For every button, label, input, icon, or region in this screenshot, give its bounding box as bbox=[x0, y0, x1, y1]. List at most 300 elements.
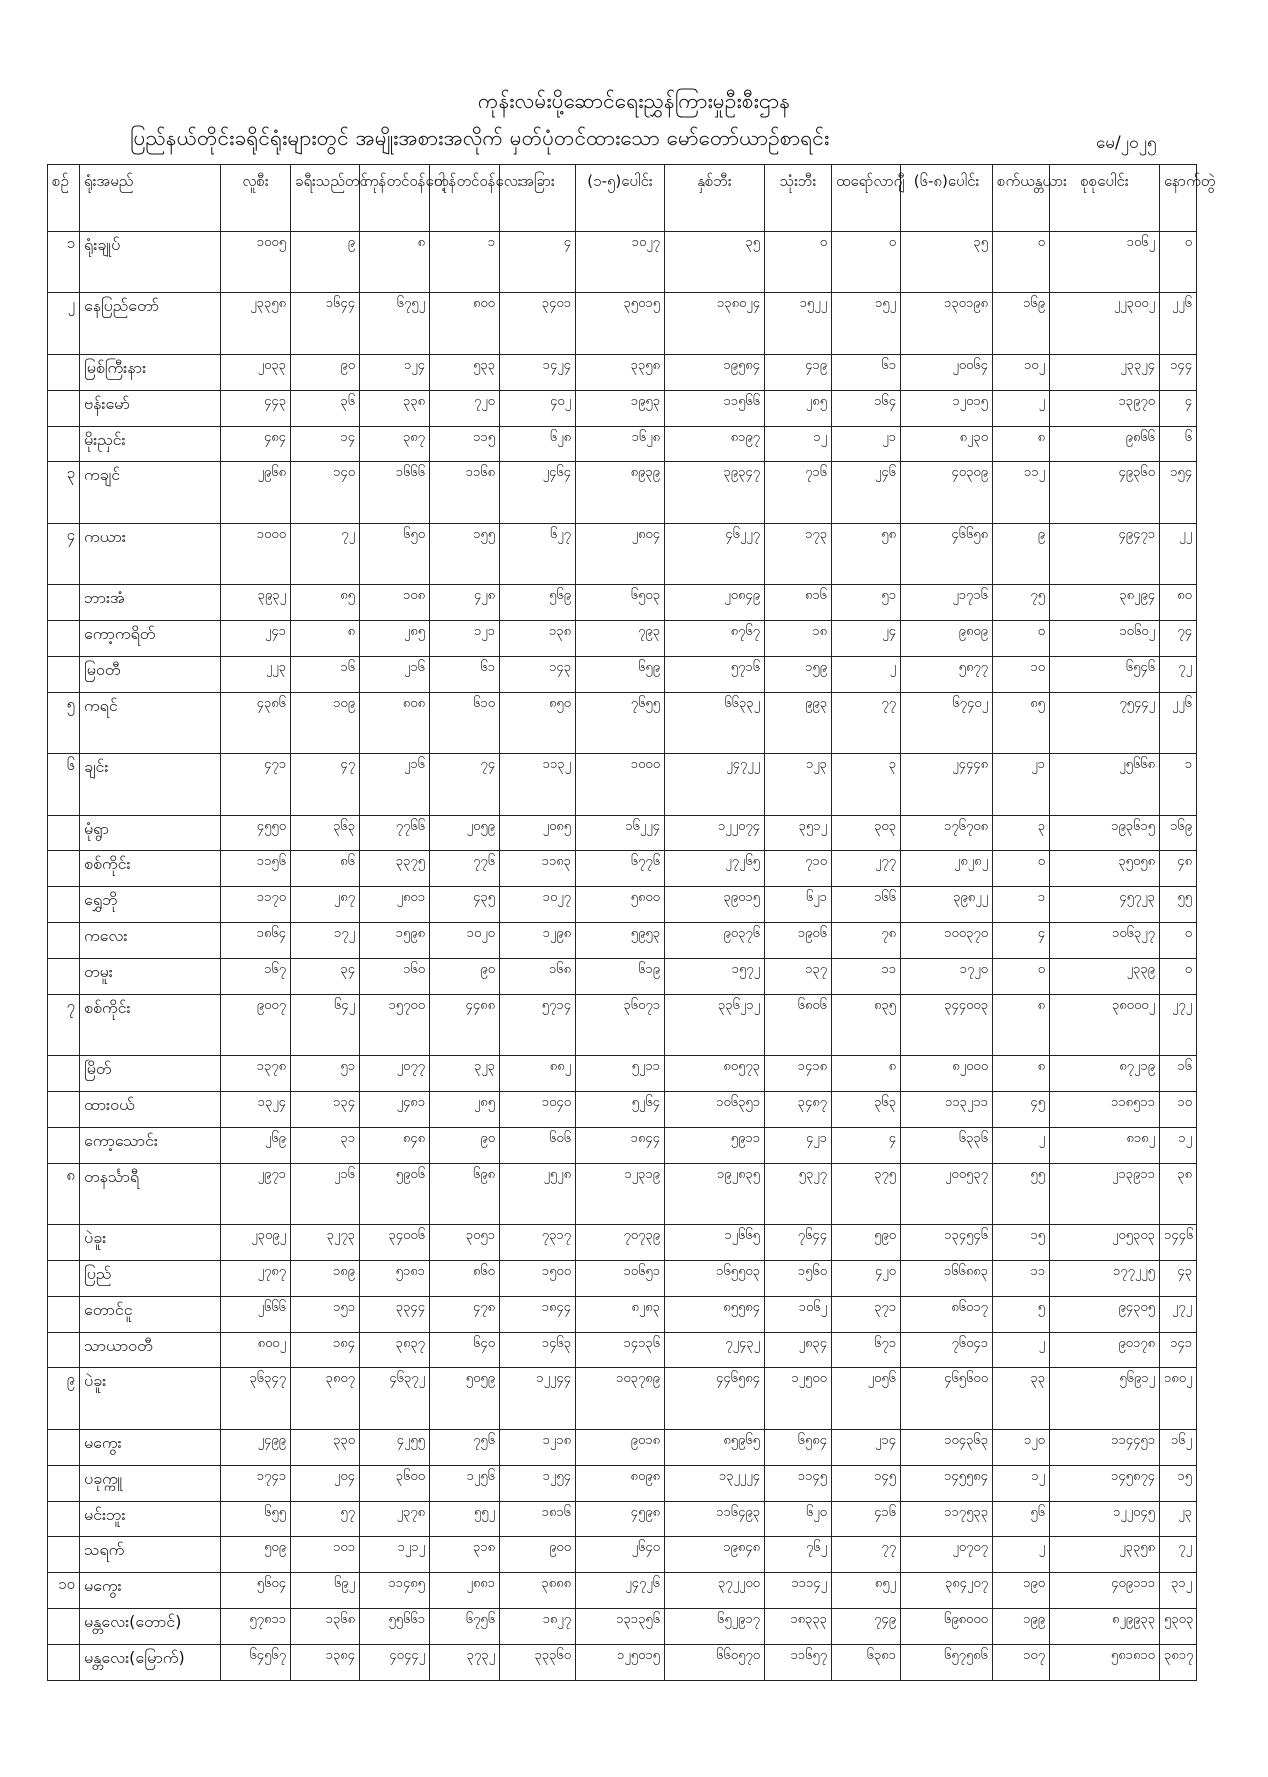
count-cell: ၁၃၂၄ bbox=[221, 1092, 291, 1128]
table-row bbox=[48, 1573, 1197, 1609]
count-cell: ၅၅၂ bbox=[430, 1501, 500, 1537]
count-cell: ၇၁၆ bbox=[765, 462, 832, 523]
count-cell: ၂၀၀၆၄ bbox=[901, 354, 993, 390]
count-cell: ၂ bbox=[993, 1127, 1050, 1163]
count-cell: ၉၀ bbox=[430, 1127, 500, 1163]
count-cell: ၁၆၉ bbox=[1160, 815, 1197, 851]
count-cell: ၅၆ bbox=[993, 1501, 1050, 1537]
count-cell: ၄၉၄၇၁ bbox=[1050, 523, 1160, 584]
count-cell: ၃၈၃၇ bbox=[360, 1332, 430, 1368]
column-header: (၁-၅)ပေါင်း bbox=[576, 165, 665, 232]
count-cell: ၈ bbox=[291, 621, 360, 657]
column-header: ရုံးအမည် bbox=[80, 165, 221, 232]
count-cell: ၁၆၆ bbox=[832, 887, 901, 923]
column-header: စုစုပေါင်း bbox=[1050, 165, 1160, 232]
count-cell: ၁၁၆၅၇ bbox=[765, 1644, 832, 1680]
count-cell: ၇၅၄၄၂ bbox=[1050, 692, 1160, 753]
count-cell: ၁၄၁၈ bbox=[765, 1056, 832, 1092]
table-row bbox=[48, 692, 1197, 753]
count-cell: ၃ bbox=[832, 754, 901, 815]
count-cell: ၃၆ bbox=[291, 390, 360, 426]
count-cell: ၂၁၇၁၆ bbox=[901, 585, 993, 621]
count-cell: ၂၄၇၂၆ bbox=[576, 1573, 665, 1609]
count-cell: ၄၆၂၂၇ bbox=[665, 523, 765, 584]
count-cell: ၈၁၉၇ bbox=[665, 426, 765, 462]
count-cell: ၁၇၄၁ bbox=[221, 1465, 291, 1501]
count-cell: ၂၇၂ bbox=[1160, 1296, 1197, 1332]
count-cell: ၃၈၁၇ bbox=[1160, 1644, 1197, 1680]
row-number-cell: ၃ bbox=[48, 462, 80, 523]
count-cell: ၂၂၆ bbox=[1160, 293, 1197, 354]
count-cell: ၆၆၀၅၇၀ bbox=[665, 1644, 765, 1680]
count-cell: ၁၁၅ bbox=[430, 426, 500, 462]
count-cell: ၃၈၀၀၀၂ bbox=[1050, 994, 1160, 1055]
row-number-cell: ၁၀ bbox=[48, 1573, 80, 1609]
table-row bbox=[48, 851, 1197, 887]
count-cell: ၂၁၆ bbox=[360, 754, 430, 815]
office-name-cell: တောင်ငူ bbox=[80, 1296, 221, 1332]
count-cell: ၇၈ bbox=[832, 923, 901, 959]
count-cell: ၆၁၉ bbox=[576, 958, 665, 994]
count-cell: ၄၆၃၇၂ bbox=[360, 1368, 430, 1429]
count-cell: ၁၂၂၀၄၅ bbox=[1050, 1501, 1160, 1537]
count-cell: ၀ bbox=[1160, 232, 1197, 293]
count-cell: ၁၆၉ bbox=[993, 293, 1050, 354]
table-row bbox=[48, 1296, 1197, 1332]
count-cell: ၇၄ bbox=[430, 754, 500, 815]
count-cell: ၂၃၃၂၄ bbox=[1050, 354, 1160, 390]
count-cell: ၈၅ bbox=[993, 692, 1050, 753]
count-cell: ၂ bbox=[993, 1537, 1050, 1573]
table-row bbox=[48, 1163, 1197, 1224]
count-cell: ၁၂၃၁၉ bbox=[576, 1163, 665, 1224]
count-cell: ၁၆၆၈၈၃ bbox=[901, 1260, 993, 1296]
row-number-cell bbox=[48, 1537, 80, 1573]
count-cell: ၁၂၀ bbox=[993, 1429, 1050, 1465]
count-cell: ၈၂၃၀ bbox=[901, 426, 993, 462]
office-name-cell: ကလေး bbox=[80, 923, 221, 959]
count-cell: ၃၃၇၅ bbox=[360, 851, 430, 887]
count-cell: ၈၀၉၈ bbox=[576, 1465, 665, 1501]
count-cell: ၈ bbox=[360, 232, 430, 293]
count-cell: ၅၇၈၁၁ bbox=[221, 1608, 291, 1644]
document-title: ကုန်းလမ်းပို့ဆောင်ရေးညွှန်ကြားမှုဦးစီးဌာန bbox=[477, 89, 791, 113]
count-cell: ၁၆၆၆ bbox=[360, 462, 430, 523]
row-number-cell bbox=[48, 1127, 80, 1163]
office-name-cell: မြစ်ကြီးနား bbox=[80, 354, 221, 390]
row-number-cell bbox=[48, 1296, 80, 1332]
count-cell: ၈၅၅၈၄ bbox=[665, 1296, 765, 1332]
count-cell: ၁၂၁ bbox=[430, 621, 500, 657]
count-cell: ၈၀၅၇၃ bbox=[665, 1056, 765, 1092]
office-name-cell: ပခုက္ကူ bbox=[80, 1465, 221, 1501]
count-cell: ၆၃၈၁ bbox=[832, 1644, 901, 1680]
table-row bbox=[48, 887, 1197, 923]
count-cell: ၂၈၅ bbox=[360, 621, 430, 657]
count-cell: ၂၈၅ bbox=[765, 390, 832, 426]
row-number-cell bbox=[48, 887, 80, 923]
count-cell: ၂၄၈၁ bbox=[360, 1092, 430, 1128]
count-cell: ၂၄၉၉ bbox=[221, 1429, 291, 1465]
count-cell: ၅၈၁၈၁၀ bbox=[1050, 1644, 1160, 1680]
count-cell: ၄၉၃၆၀ bbox=[1050, 462, 1160, 523]
count-cell: ၆၅၇၅၈၆ bbox=[901, 1644, 993, 1680]
count-cell: ၆၇၇၆ bbox=[576, 851, 665, 887]
count-cell: ၁၅၉ bbox=[765, 656, 832, 692]
count-cell: ၁၇၇၂၂၅ bbox=[1050, 1260, 1160, 1296]
count-cell: ၉၀ bbox=[430, 958, 500, 994]
count-cell: ၁၄၀ bbox=[291, 462, 360, 523]
count-cell: ၁၃၇၈ bbox=[221, 1056, 291, 1092]
count-cell: ၁၇၃ bbox=[765, 523, 832, 584]
count-cell: ၅၃၂၇ bbox=[765, 1163, 832, 1224]
office-name-cell: နေပြည်တော် bbox=[80, 293, 221, 354]
count-cell: ၈၇၂၁၉ bbox=[1050, 1056, 1160, 1092]
office-name-cell: ပဲခူး bbox=[80, 1225, 221, 1261]
count-cell: ၁၀၁ bbox=[291, 1537, 360, 1573]
count-cell: ၁၆၄ bbox=[832, 390, 901, 426]
count-cell: ၈၅ bbox=[291, 585, 360, 621]
office-name-cell: ကချင် bbox=[80, 462, 221, 523]
count-cell: ၄၃၅ bbox=[430, 887, 500, 923]
count-cell: ၆၇၅၆ bbox=[430, 1608, 500, 1644]
count-cell: ၁၄၅၈၇၄ bbox=[1050, 1465, 1160, 1501]
document-subtitle: ပြည်နယ်တိုင်းခရိုင်ရုံးများတွင် အမျိုးအစားအလိုက် မှတ်ပုံတင်ထားသော မော်တော်ယာဉ်စာရင်း bbox=[130, 126, 830, 150]
office-name-cell: သာယာဝတီ bbox=[80, 1332, 221, 1368]
count-cell: ၁၆ bbox=[1160, 1056, 1197, 1092]
count-cell: ၁၀၆၀၂ bbox=[1050, 621, 1160, 657]
count-cell: ၁၁၃၂ bbox=[500, 754, 576, 815]
count-cell: ၁၄၂၄ bbox=[500, 354, 576, 390]
count-cell: ၂၇၈၇ bbox=[221, 1260, 291, 1296]
count-cell: ၀ bbox=[832, 232, 901, 293]
count-cell: ၅၁ bbox=[832, 585, 901, 621]
count-cell: ၅၈၇၇ bbox=[901, 656, 993, 692]
count-cell: ၂၅၂၈ bbox=[500, 1163, 576, 1224]
count-cell: ၁၉၂၈၃၅ bbox=[665, 1163, 765, 1224]
count-cell: ၈ bbox=[993, 994, 1050, 1055]
count-cell: ၁၈၃၃၃ bbox=[765, 1608, 832, 1644]
count-cell: ၆၉၈ bbox=[430, 1163, 500, 1224]
count-cell: ၁၅၇၀၀ bbox=[360, 994, 430, 1055]
count-cell: ၅၇၁၆ bbox=[665, 656, 765, 692]
table-row bbox=[48, 1644, 1197, 1680]
count-cell: ၁၂၅၆ bbox=[430, 1465, 500, 1501]
count-cell: ၂ bbox=[993, 390, 1050, 426]
office-name-cell: ပဲခူး bbox=[80, 1368, 221, 1429]
table-row bbox=[48, 1368, 1197, 1429]
count-cell: ၁၀ bbox=[1160, 1092, 1197, 1128]
table-row bbox=[48, 958, 1197, 994]
count-cell: ၂၈၅ bbox=[430, 1092, 500, 1128]
count-cell: ၅၃၃ bbox=[430, 354, 500, 390]
office-name-cell: ပြည် bbox=[80, 1260, 221, 1296]
count-cell: ၂၃ bbox=[1160, 1501, 1197, 1537]
count-cell: ၂၀၅၉ bbox=[430, 815, 500, 851]
count-cell: ၁၅၉၈ bbox=[360, 923, 430, 959]
count-cell: ၁၅၂ bbox=[832, 293, 901, 354]
count-cell: ၁၉၉ bbox=[993, 1608, 1050, 1644]
count-cell: ၁၂၂၀၇၄ bbox=[665, 815, 765, 851]
office-name-cell: ကော့သောင်း bbox=[80, 1127, 221, 1163]
count-cell: ၅၆၀၄ bbox=[221, 1573, 291, 1609]
count-cell: ၁၃၁၃၅၆ bbox=[576, 1608, 665, 1644]
office-name-cell: မင်းဘူး bbox=[80, 1501, 221, 1537]
count-cell: ၃၄၈၇ bbox=[765, 1092, 832, 1128]
count-cell: ၂၄ bbox=[832, 621, 901, 657]
office-name-cell: တနင်္သာရီ bbox=[80, 1163, 221, 1224]
office-name-cell: ကရင် bbox=[80, 692, 221, 753]
count-cell: ၂၈၃၄ bbox=[765, 1332, 832, 1368]
count-cell: ၂၀၀၅၃၇ bbox=[901, 1163, 993, 1224]
column-header: စဉ် bbox=[48, 165, 80, 232]
count-cell: ၄၇၁ bbox=[221, 754, 291, 815]
count-cell: ၁၇၂ bbox=[291, 923, 360, 959]
office-name-cell: ဘားအံ bbox=[80, 585, 221, 621]
count-cell: ၂၈၀၁ bbox=[360, 887, 430, 923]
count-cell: ၁၅၄ bbox=[1160, 462, 1197, 523]
count-cell: ၁၂၀၁၅ bbox=[901, 390, 993, 426]
count-cell: ၁၂ bbox=[993, 1465, 1050, 1501]
office-name-cell: ဗန်းမော် bbox=[80, 390, 221, 426]
count-cell: ၁၅၀၀ bbox=[500, 1260, 576, 1296]
office-name-cell: မန္တလေး(မြောက်) bbox=[80, 1644, 221, 1680]
count-cell: ၆၂၀ bbox=[765, 1501, 832, 1537]
count-cell: ၇၅ bbox=[993, 585, 1050, 621]
count-cell: ၁၃၂၂၂၄ bbox=[665, 1465, 765, 1501]
table-row bbox=[48, 1225, 1197, 1261]
count-cell: ၄၀၃၀၉ bbox=[901, 462, 993, 523]
row-number-cell: ၄ bbox=[48, 523, 80, 584]
count-cell: ၆၁၀ bbox=[430, 692, 500, 753]
count-cell: ၆၈၀၆ bbox=[765, 994, 832, 1055]
count-cell: ၄ bbox=[500, 232, 576, 293]
count-cell: ၁၀၀၀ bbox=[576, 754, 665, 815]
table-row bbox=[48, 1465, 1197, 1501]
row-number-cell bbox=[48, 1429, 80, 1465]
count-cell: ၂၂၃၀၀၂ bbox=[1050, 293, 1160, 354]
count-cell: ၄၂၁ bbox=[765, 1127, 832, 1163]
office-name-cell: ကယား bbox=[80, 523, 221, 584]
count-cell: ၆၁ bbox=[832, 354, 901, 390]
count-cell: ၅၇ bbox=[291, 1501, 360, 1537]
count-cell: ၁၅ bbox=[1160, 1465, 1197, 1501]
count-cell: ၂၀၅၃၀၃ bbox=[1050, 1225, 1160, 1261]
count-cell: ၃၀၅၁ bbox=[430, 1225, 500, 1261]
count-cell: ၁၀၀၅ bbox=[221, 232, 291, 293]
count-cell: ၂၆၄၀ bbox=[576, 1537, 665, 1573]
count-cell: ၁၂၃ bbox=[765, 754, 832, 815]
count-cell: ၂၄၁ bbox=[221, 621, 291, 657]
row-number-cell bbox=[48, 1644, 80, 1680]
count-cell: ၃၃၃၆၀ bbox=[500, 1644, 576, 1680]
count-cell: ၂၃၀၉၂ bbox=[221, 1225, 291, 1261]
office-name-cell: တမူး bbox=[80, 958, 221, 994]
count-cell: ၁၂၆၆၅ bbox=[665, 1225, 765, 1261]
count-cell: ၂၀၇၇ bbox=[360, 1056, 430, 1092]
count-cell: ၁၆၈ bbox=[500, 958, 576, 994]
count-cell: ၈၆ bbox=[291, 851, 360, 887]
count-cell: ၄ bbox=[993, 923, 1050, 959]
count-cell: ၁၅၁ bbox=[291, 1296, 360, 1332]
count-cell: ၈၅၀ bbox=[500, 692, 576, 753]
count-cell: ၆ bbox=[1160, 426, 1197, 462]
count-cell: ၂၁၆ bbox=[360, 656, 430, 692]
count-cell: ၄၀၂ bbox=[500, 390, 576, 426]
office-name-cell: ထားဝယ် bbox=[80, 1092, 221, 1128]
count-cell: ၆၉၈၀၀၀ bbox=[901, 1608, 993, 1644]
count-cell: ၃၃၄၄ bbox=[360, 1296, 430, 1332]
office-name-cell: မကွေး bbox=[80, 1573, 221, 1609]
row-number-cell bbox=[48, 1501, 80, 1537]
row-number-cell bbox=[48, 426, 80, 462]
table-row bbox=[48, 923, 1197, 959]
count-cell: ၇၆၄၄ bbox=[765, 1225, 832, 1261]
count-cell: ၇၀၇၃၉ bbox=[576, 1225, 665, 1261]
count-cell: ၁၂ bbox=[1160, 1127, 1197, 1163]
count-cell: ၈ bbox=[832, 1056, 901, 1092]
count-cell: ၁၃၆၈ bbox=[291, 1608, 360, 1644]
row-number-cell: ၆ bbox=[48, 754, 80, 815]
count-cell: ၁၈၄၄ bbox=[576, 1127, 665, 1163]
count-cell: ၁၁၄၅ bbox=[765, 1465, 832, 1501]
count-cell: ၄၁၉ bbox=[765, 354, 832, 390]
count-cell: ၆၂၇ bbox=[500, 523, 576, 584]
table-row bbox=[48, 1260, 1197, 1296]
count-cell: ၅၀၅၉ bbox=[430, 1368, 500, 1429]
count-cell: ၄၇၈ bbox=[430, 1296, 500, 1332]
count-cell: ၉၄၃၀၅ bbox=[1050, 1296, 1160, 1332]
count-cell: ၁၁၆၄၉၃ bbox=[665, 1501, 765, 1537]
count-cell: ၄၀၉၁၁၁ bbox=[1050, 1573, 1160, 1609]
count-cell: ၅၁၈၁ bbox=[360, 1260, 430, 1296]
count-cell: ၃၃၀ bbox=[291, 1429, 360, 1465]
count-cell: ၁၄၆၃ bbox=[500, 1332, 576, 1368]
count-cell: ၁၈၆၄ bbox=[221, 923, 291, 959]
count-cell: ၁၀၆၃၅၁ bbox=[665, 1092, 765, 1128]
count-cell: ၁၉၈၄၈ bbox=[665, 1537, 765, 1573]
count-cell: ၈၁၆ bbox=[765, 585, 832, 621]
row-number-cell bbox=[48, 1465, 80, 1501]
count-cell: ၁၂ bbox=[765, 426, 832, 462]
count-cell: ၇၂ bbox=[291, 523, 360, 584]
office-name-cell: မုံရွာ bbox=[80, 815, 221, 851]
count-cell: ၄၆၆၅၈ bbox=[901, 523, 993, 584]
count-cell: ၁၁၈၃ bbox=[500, 851, 576, 887]
count-cell: ၇၆၅၅ bbox=[576, 692, 665, 753]
count-cell: ၁၀၆၂ bbox=[1050, 232, 1160, 293]
count-cell: ၁၄၁ bbox=[1160, 1332, 1197, 1368]
count-cell: ၃ bbox=[993, 815, 1050, 851]
count-cell: ၂၄၇၂၂ bbox=[665, 754, 765, 815]
count-cell: ၆၅၅ bbox=[221, 1501, 291, 1537]
column-header: နောက်တွဲ bbox=[1160, 165, 1197, 232]
count-cell: ၃၇၁ bbox=[832, 1296, 901, 1332]
count-cell: ၆၂၁ bbox=[765, 887, 832, 923]
table-row bbox=[48, 293, 1197, 354]
count-cell: ၀ bbox=[993, 621, 1050, 657]
count-cell: ၃၄၀၀၆ bbox=[360, 1225, 430, 1261]
count-cell: ၂၈၈၁ bbox=[430, 1573, 500, 1609]
count-cell: ၁၆၂၈ bbox=[576, 426, 665, 462]
row-number-cell: ၂ bbox=[48, 293, 80, 354]
count-cell: ၆၄၀ bbox=[430, 1332, 500, 1368]
count-cell: ၅၁ bbox=[291, 1056, 360, 1092]
count-cell: ၃၁၂ bbox=[1160, 1573, 1197, 1609]
count-cell: ၇၂၄၃၂ bbox=[665, 1332, 765, 1368]
count-cell: ၂၁ bbox=[832, 426, 901, 462]
count-cell: ၇၂ bbox=[1160, 656, 1197, 692]
count-cell: ၃၈၂၉၄ bbox=[1050, 585, 1160, 621]
office-name-cell: သရက် bbox=[80, 1537, 221, 1573]
count-cell: ၅၅ bbox=[1160, 887, 1197, 923]
count-cell: ၁၁ bbox=[832, 958, 901, 994]
count-cell: ၆၇၁ bbox=[832, 1332, 901, 1368]
count-cell: ၀ bbox=[1160, 923, 1197, 959]
count-cell: ၅၅ bbox=[993, 1163, 1050, 1224]
count-cell: ၁၉၅၃ bbox=[576, 390, 665, 426]
count-cell: ၄၅၅၀ bbox=[221, 815, 291, 851]
count-cell: ၁၅၇၂ bbox=[665, 958, 765, 994]
row-number-cell bbox=[48, 923, 80, 959]
count-cell: ၃၈၀၇ bbox=[291, 1368, 360, 1429]
count-cell: ၈၂၉၉၃၃ bbox=[1050, 1608, 1160, 1644]
count-cell: ၅၂၆၄ bbox=[576, 1092, 665, 1128]
count-cell: ၅ bbox=[993, 1296, 1050, 1332]
count-cell: ၂၃၃၅၈ bbox=[1050, 1537, 1160, 1573]
row-number-cell: ၇ bbox=[48, 994, 80, 1055]
count-cell: ၁၆၇ bbox=[221, 958, 291, 994]
count-cell: ၈၁၈၂ bbox=[1050, 1127, 1160, 1163]
count-cell: ၄၈၄ bbox=[221, 426, 291, 462]
count-cell: ၃၄ bbox=[291, 958, 360, 994]
count-cell: ၉၀၃၇၆ bbox=[665, 923, 765, 959]
column-header: အခြား bbox=[500, 165, 576, 232]
count-cell: ၀ bbox=[993, 232, 1050, 293]
count-cell: ၆၆၃၃၂ bbox=[665, 692, 765, 753]
table-row bbox=[48, 1429, 1197, 1465]
count-cell: ၁၁၄၈၅ bbox=[360, 1573, 430, 1609]
count-cell: ၁၀၆၂ bbox=[765, 1296, 832, 1332]
count-cell: ၈၂၀၀၀ bbox=[901, 1056, 993, 1092]
count-cell: ၆၇၄၀၂ bbox=[901, 692, 993, 753]
count-cell: ၉၈၀၉ bbox=[901, 621, 993, 657]
count-cell: ၁၈၄၄ bbox=[500, 1296, 576, 1332]
count-cell: ၁၂၅၄ bbox=[500, 1465, 576, 1501]
count-cell: ၇၂၀ bbox=[430, 390, 500, 426]
count-cell: ၁၁၃၂၁၁ bbox=[901, 1092, 993, 1128]
count-cell: ၅၀၉ bbox=[221, 1537, 291, 1573]
count-cell: ၉၀ bbox=[291, 354, 360, 390]
office-name-cell: မြဝတီ bbox=[80, 656, 221, 692]
table-row bbox=[48, 1127, 1197, 1163]
count-cell: ၈၀၀၂ bbox=[221, 1332, 291, 1368]
count-cell: ၈၀၀ bbox=[430, 293, 500, 354]
count-cell: ၁၅၂၂ bbox=[765, 293, 832, 354]
row-number-cell: ၈ bbox=[48, 1163, 80, 1224]
count-cell: ၃၈၄၂၀၇ bbox=[901, 1573, 993, 1609]
column-header: လူစီး bbox=[221, 165, 291, 232]
count-cell: ၃၉၃၄၇ bbox=[665, 462, 765, 523]
count-cell: ၅၃၀၃ bbox=[1160, 1608, 1197, 1644]
table-row bbox=[48, 1501, 1197, 1537]
column-header: စက်ယန္တယား bbox=[993, 165, 1050, 232]
count-cell: ၂၉၇၁ bbox=[221, 1163, 291, 1224]
count-cell: ၁၈၄ bbox=[291, 1332, 360, 1368]
count-cell: ၆၀၆ bbox=[500, 1127, 576, 1163]
count-cell: ၅၂၁၁ bbox=[576, 1056, 665, 1092]
row-number-cell bbox=[48, 390, 80, 426]
